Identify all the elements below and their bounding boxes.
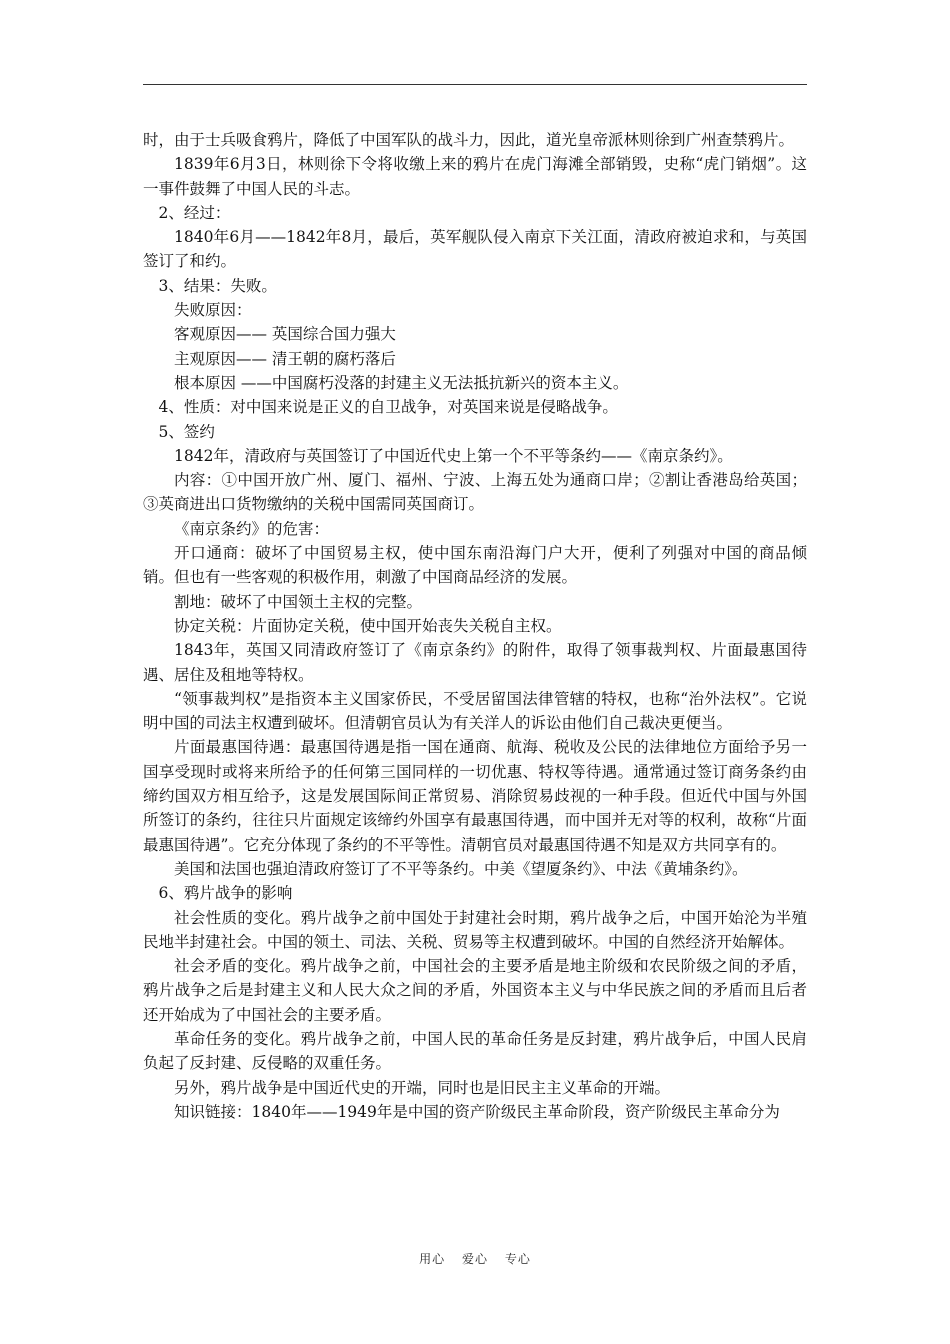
footer-word: 用心 bbox=[419, 1252, 446, 1266]
paragraph: “领事裁判权”是指资本主义国家侨民，不受居留国法律管辖的特权，也称“治外法权”。它说明中国的司法主权遭到破坏。但清朝官员认为有关洋人的诉讼由他们自己裁决更便当。 bbox=[143, 689, 807, 733]
page-footer bbox=[0, 1250, 950, 1267]
header-rule bbox=[143, 84, 807, 85]
paragraph: 1839年6月3日，林则徐下令将收缴上来的鸦片在虎门海滩全部销毁，史称“虎门销烟”。这一事件鼓舞了中国人民的斗志。 bbox=[143, 155, 807, 198]
document-body bbox=[143, 128, 807, 1124]
paragraph: 割地：破坏了中国领土主权的完整。 bbox=[174, 592, 423, 611]
paragraph: 美国和法国也强迫清政府签订了不平等条约。中美《望厦条约》、中法《黄埔条约》。 bbox=[174, 859, 748, 878]
paragraph: 3、结果：失败。 bbox=[158, 276, 277, 295]
paragraph: 2、经过： bbox=[158, 203, 231, 222]
paragraph: 社会性质的变化。鸦片战争之前中国处于封建社会时期，鸦片战争之后，中国开始沦为半殖民地半封建社会。中国的领土、司法、关税、贸易等主权遭到破坏。中国的自然经济开始解体。 bbox=[143, 908, 807, 951]
paragraph: 1843年，英国又同清政府签订了《南京条约》的附件，取得了领事裁判权、片面最惠国待遇、居住及租地等特权。 bbox=[143, 641, 807, 684]
paragraph: 知识链接：1840年——1949年是中国的资产阶级民主革命阶段，资产阶级民主革命分为 bbox=[174, 1102, 780, 1121]
paragraph: 协定关税：片面协定关税，使中国开始丧失关税自主权。 bbox=[174, 616, 562, 635]
paragraph: 1842年，清政府与英国签订了中国近代史上第一个不平等条约——《南京条约》。 bbox=[174, 446, 733, 465]
paragraph: 《南京条约》的危害： bbox=[174, 519, 330, 538]
paragraph: 时，由于士兵吸食鸦片，降低了中国军队的战斗力，因此，道光皇帝派林则徐到广州查禁鸦片。 bbox=[143, 131, 795, 149]
paragraph: 主观原因—— 清王朝的腐朽落后 bbox=[174, 349, 396, 368]
paragraph: 6、鸦片战争的影响 bbox=[158, 884, 293, 903]
paragraph: 开口通商：破坏了中国贸易主权，使中国东南沿海门户大开，便利了列强对中国的商品倾销。但也有一些客观的积极作用，刺激了中国商品经济的发展。 bbox=[143, 544, 807, 587]
paragraph: 客观原因—— 英国综合国力强大 bbox=[174, 325, 396, 344]
paragraph: 革命任务的变化。鸦片战争之前，中国人民的革命任务是反封建，鸦片战争后，中国人民肩负起了反封建、反侵略的双重任务。 bbox=[143, 1029, 807, 1073]
footer-word: 爱心 bbox=[461, 1252, 488, 1266]
paragraph: 1840年6月——1842年8月，最后，英军舰队侵入南京下关江面，清政府被迫求和，与英国签订了和约。 bbox=[143, 228, 807, 271]
paragraph: 4、性质：对中国来说是正义的自卫战争，对英国来说是侵略战争。 bbox=[158, 398, 618, 417]
paragraph: 内容：①中国开放广州、厦门、福州、宁波、上海五处为通商口岸；②割让香港岛给英国；③英商进出口货物缴纳的关税中国需同英国商订。 bbox=[143, 471, 807, 514]
paragraph: 社会矛盾的变化。鸦片战争之前，中国社会的主要矛盾是地主阶级和农民阶级之间的矛盾，鸦片战争之后是封建主义和人民大众之间的矛盾，外国资本主义与中华民族之间的矛盾而且后者还开始成为了中国社会的主要矛盾。 bbox=[143, 957, 807, 1024]
paragraph: 根本原因 ——中国腐朽没落的封建主义无法抵抗新兴的资本主义。 bbox=[174, 373, 629, 392]
paragraph: 片面最惠国待遇：最惠国待遇是指一国在通商、航海、税收及公民的法律地位方面给予另一国享受现时或将来所给予的任何第三国同样的一切优惠、特权等待遇。通常通过签订商务条约由缔约国双方相互给予，这是发展国际间正常贸易、消除贸易歧视的一种手段。但近代中国与外国所签订的条约，往往只片面规定该缔约外国享有最惠国待遇，而中国并无对等的权利，故称“片面最惠国待遇”。它充分体现了条约的不平等性。清朝官员对最惠国待遇不知是双方共同享有的。 bbox=[143, 738, 807, 854]
footer-word: 专心 bbox=[504, 1252, 531, 1266]
paragraph: 失败原因： bbox=[174, 301, 252, 320]
paragraph: 另外，鸦片战争是中国近代史的开端，同时也是旧民主主义革命的开端。 bbox=[174, 1078, 671, 1097]
paragraph: 5、签约 bbox=[158, 422, 215, 441]
